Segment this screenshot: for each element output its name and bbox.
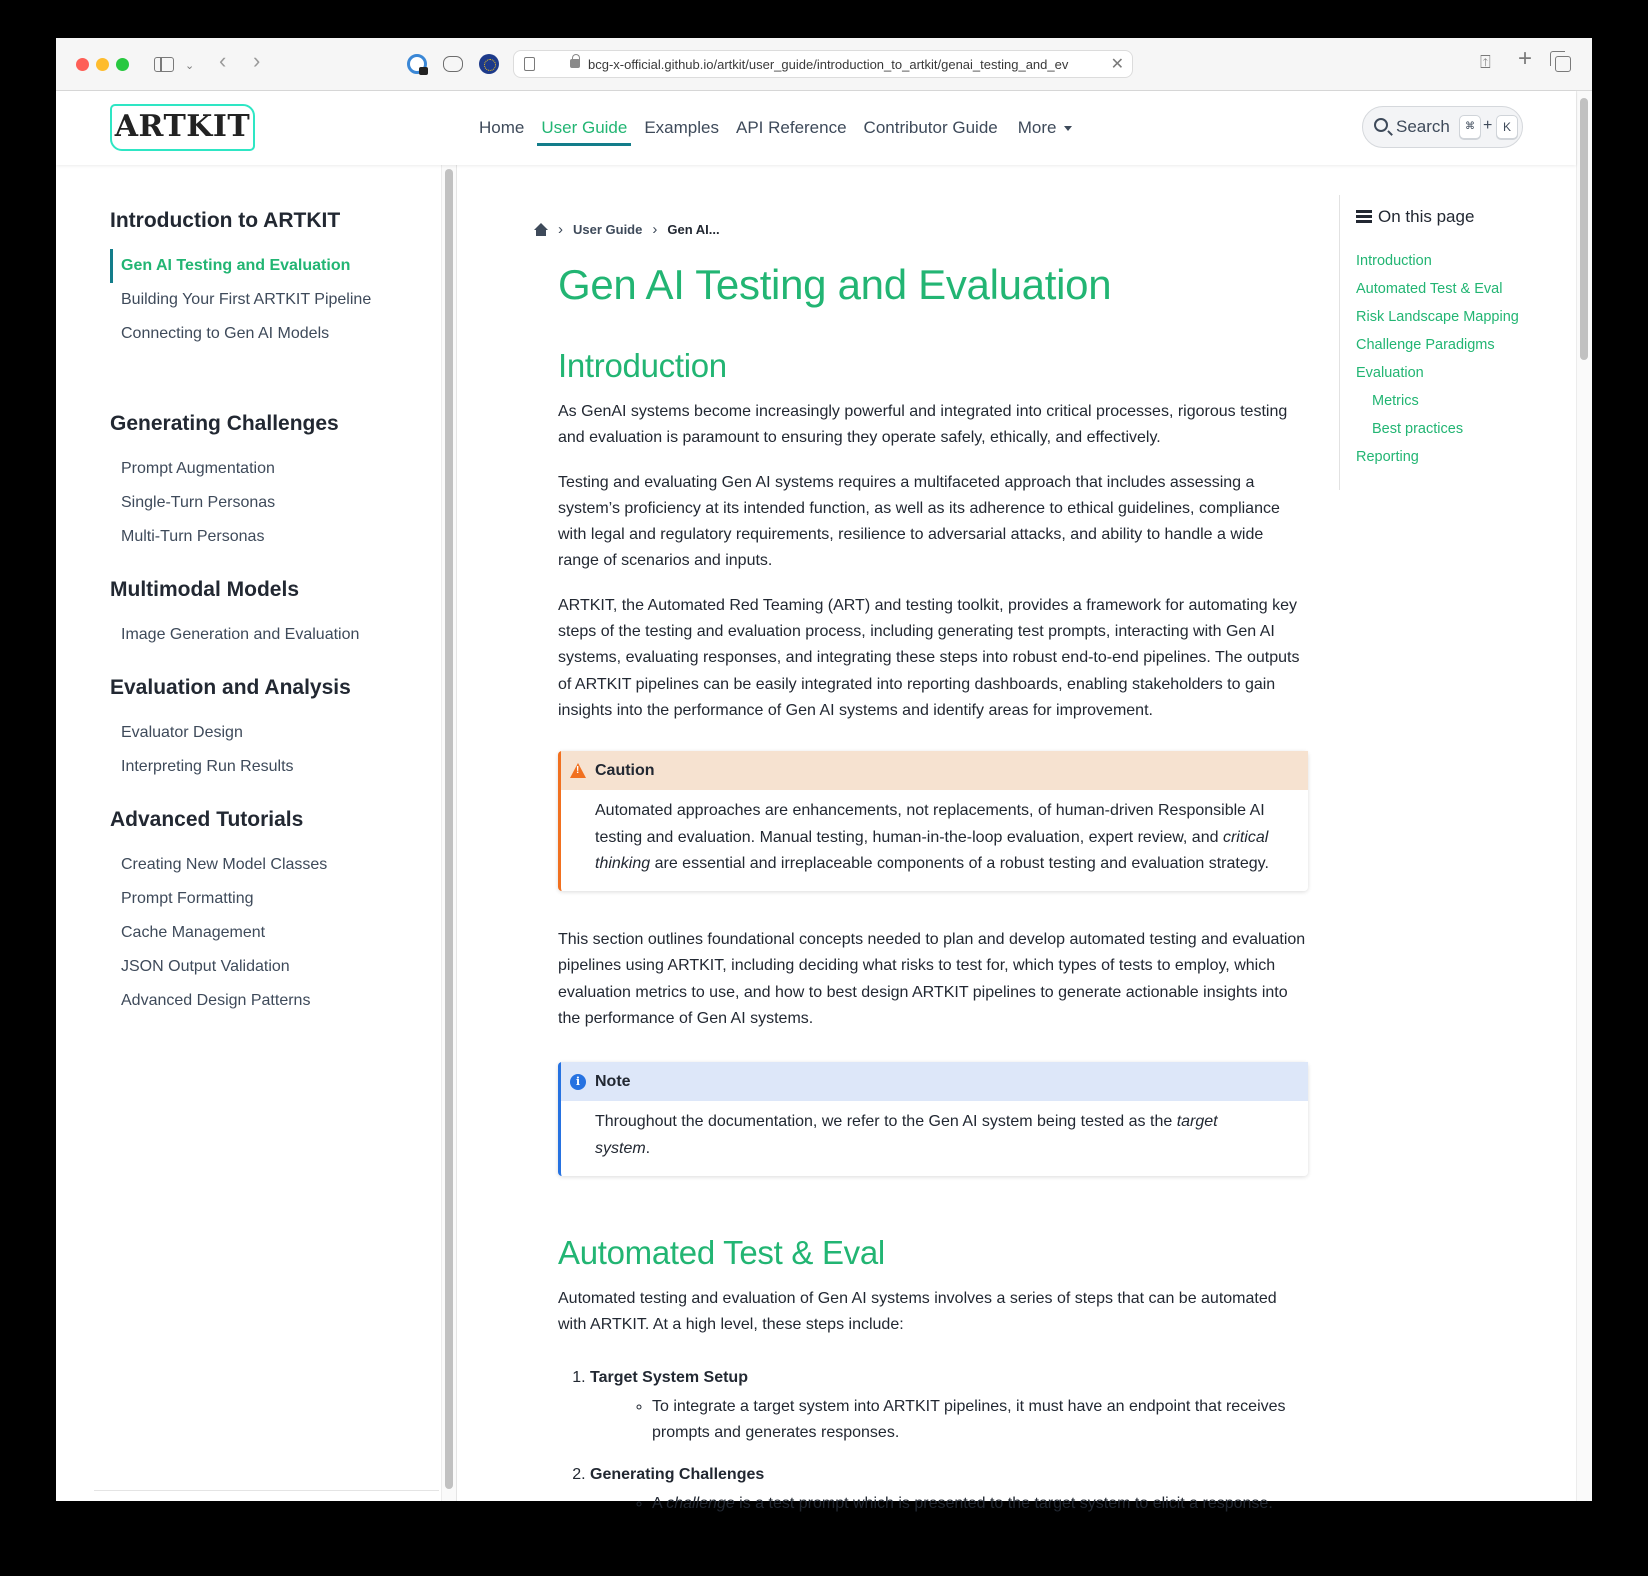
top-nav bbox=[479, 91, 1089, 165]
sidebar-scrollbar-thumb[interactable] bbox=[445, 169, 453, 1489]
forward-icon[interactable]: › bbox=[253, 48, 261, 73]
sidebar-item-evaluator-design[interactable]: Evaluator Design bbox=[121, 724, 243, 741]
info-icon: i bbox=[570, 1074, 586, 1090]
password-extension-icon[interactable] bbox=[407, 54, 427, 74]
note-text: Throughout the documentation, we refer to the Gen AI system being tested as the bbox=[595, 1113, 1177, 1131]
toc-item-metrics[interactable]: Metrics bbox=[1372, 393, 1419, 409]
note-title bbox=[561, 1062, 1308, 1101]
on-this-page-toc bbox=[1339, 195, 1569, 490]
new-tab-icon[interactable]: + bbox=[1518, 45, 1533, 72]
search-button[interactable] bbox=[1362, 106, 1523, 148]
step-bullet bbox=[652, 1491, 1308, 1517]
address-bar[interactable] bbox=[513, 50, 1133, 78]
page-title: Gen AI Testing and Evaluation bbox=[558, 261, 1112, 308]
back-icon[interactable]: ‹ bbox=[219, 48, 227, 73]
tab-overview-icon[interactable] bbox=[1555, 56, 1571, 72]
breadcrumb bbox=[534, 221, 720, 238]
sidebar-toggle-icon[interactable] bbox=[154, 57, 174, 72]
maximize-window-button[interactable] bbox=[116, 58, 129, 71]
toc-title bbox=[1356, 207, 1474, 227]
toc-item-risk-landscape[interactable]: Risk Landscape Mapping bbox=[1356, 309, 1519, 325]
sidebar-section-advanced bbox=[110, 808, 327, 1018]
sidebar-item-connecting-models[interactable]: Connecting to Gen AI Models bbox=[121, 325, 330, 342]
speech-extension-icon[interactable] bbox=[443, 56, 463, 72]
clear-icon[interactable]: ✕ bbox=[1110, 56, 1124, 73]
page-scrollbar-thumb[interactable] bbox=[1580, 98, 1588, 360]
breadcrumb-user-guide[interactable]: User Guide bbox=[573, 222, 643, 237]
note-title-text: Note bbox=[595, 1073, 631, 1091]
note-emphasis: target system bbox=[595, 1113, 1218, 1157]
search-label: Search bbox=[1396, 117, 1450, 136]
sidebar-caption: Multimodal Models bbox=[110, 578, 299, 601]
sidebar-item-genai-testing[interactable]: Gen AI Testing and Evaluation bbox=[110, 249, 371, 283]
url-text[interactable]: bcg-x-official.github.io/artkit/user_guide/introduction_to_artkit/genai_testing_and_ev bbox=[588, 57, 1069, 72]
sidebar-item-single-turn[interactable]: Single-Turn Personas bbox=[121, 494, 276, 511]
caret-down-icon bbox=[1064, 126, 1072, 131]
sidebar-item-prompt-augmentation[interactable]: Prompt Augmentation bbox=[121, 460, 275, 477]
paragraph: Automated testing and evaluation of Gen AI systems involves a series of steps that can be automated with ARTKIT. At a high level, these steps include: bbox=[558, 1289, 1277, 1334]
toc-item-evaluation[interactable]: Evaluation bbox=[1356, 365, 1424, 381]
nav-more-label: More bbox=[1017, 118, 1057, 137]
left-sidebar bbox=[56, 165, 441, 1501]
paragraph: Testing and evaluating Gen AI systems requires a multifaceted approach that includes assessing a system’s proficiency at its intended function, as well as its adherence to ethical guidelines, compliance with legal and regulatory requirements, resilience to adversarial attacks, and ability to handle a wide range of scenarios and inputs. bbox=[558, 473, 1280, 570]
note-text: . bbox=[645, 1139, 651, 1157]
toc-title-text: On this page bbox=[1378, 207, 1475, 226]
caution-admonition bbox=[558, 751, 1308, 891]
sidebar-item-image-generation[interactable]: Image Generation and Evaluation bbox=[121, 626, 360, 643]
sidebar-item-json-validation[interactable]: JSON Output Validation bbox=[121, 958, 290, 975]
steps-list bbox=[558, 1365, 1308, 1518]
caution-title-text: Caution bbox=[595, 762, 655, 780]
step-item bbox=[590, 1365, 1308, 1447]
sidebar-section-evaluation bbox=[110, 676, 351, 784]
nav-contributor-guide[interactable]: Contributor Guide bbox=[863, 118, 998, 137]
browser-toolbar bbox=[56, 38, 1592, 91]
kbd-plus: + bbox=[1483, 117, 1493, 134]
bullet-emphasis: challenge bbox=[666, 1495, 735, 1513]
sidebar-item-multi-turn[interactable]: Multi-Turn Personas bbox=[121, 528, 265, 545]
breadcrumb-current: Gen AI... bbox=[667, 222, 720, 237]
sidebar-caption: Generating Challenges bbox=[110, 412, 339, 435]
section-heading-automated: Automated Test & Eval bbox=[558, 1233, 885, 1271]
sidebar-section-intro bbox=[110, 209, 371, 351]
list-icon bbox=[1356, 210, 1372, 223]
site-header bbox=[56, 91, 1576, 165]
bullet-text: A bbox=[652, 1495, 667, 1513]
note-admonition bbox=[558, 1062, 1308, 1176]
sidebar-item-run-results[interactable]: Interpreting Run Results bbox=[121, 758, 294, 775]
minimize-window-button[interactable] bbox=[96, 58, 109, 71]
search-icon bbox=[1374, 118, 1388, 132]
sidebar-item-cache-management[interactable]: Cache Management bbox=[121, 924, 266, 941]
step-bullet: ◦ To integrate a target system into ARTKIT pipelines, it must have an endpoint that receives prompts and generates responses. bbox=[652, 1394, 1308, 1447]
paragraph: ARTKIT, the Automated Red Teaming (ART) and testing toolkit, provides a framework for automating key steps of the testing and evaluation process, including generating test prompts, interacting with Gen AI systems, evaluating responses, and integrating these steps into robust end-to-end pipelines. The outputs of ARTKIT pipelines can be easily integrated into reporting dashboards, enabling stakeholders to gain insights into the performance of Gen AI systems and identify areas for improvement. bbox=[558, 596, 1300, 719]
browser-window bbox=[56, 38, 1592, 1513]
toc-item-best-practices[interactable]: Best practices bbox=[1372, 421, 1464, 437]
share-icon[interactable]: ⍐ bbox=[1480, 52, 1491, 72]
bullet-text: is a test prompt which is presented to the target system to elicit a response. bbox=[734, 1495, 1273, 1513]
toc-item-challenge-paradigms[interactable]: Challenge Paradigms bbox=[1356, 337, 1495, 353]
warning-icon bbox=[570, 763, 586, 778]
kbd-k: K bbox=[1496, 115, 1518, 139]
breadcrumb-separator: › bbox=[558, 221, 563, 238]
caution-text: Automated approaches are enhancements, not replacements, of human-driven Responsible AI testing and evaluation. Manual testing, human-in-the-loop evaluation, expert review, and bbox=[595, 802, 1265, 846]
step-item bbox=[590, 1462, 1308, 1517]
home-icon[interactable] bbox=[534, 224, 548, 236]
caution-emphasis: critical thinking bbox=[595, 828, 1269, 872]
breadcrumb-separator: › bbox=[652, 221, 658, 238]
eu-extension-icon[interactable] bbox=[479, 54, 499, 74]
main-content bbox=[458, 165, 1576, 1513]
caution-body bbox=[561, 790, 1308, 891]
lock-icon bbox=[570, 59, 580, 68]
sidebar-caption: Advanced Tutorials bbox=[110, 808, 304, 831]
step-title: Target System Setup bbox=[590, 1368, 748, 1386]
nav-examples[interactable]: Examples bbox=[644, 118, 719, 137]
toc-item-introduction[interactable]: Introduction bbox=[1356, 253, 1432, 269]
kbd-command: ⌘ bbox=[1459, 115, 1481, 139]
note-body bbox=[561, 1101, 1308, 1176]
article bbox=[558, 243, 1308, 1533]
sidebar-item-design-patterns[interactable]: Advanced Design Patterns bbox=[121, 992, 311, 1009]
toc-item-reporting[interactable]: Reporting bbox=[1356, 449, 1419, 465]
caution-text: are essential and irreplaceable components of a robust testing and evaluation strategy. bbox=[650, 854, 1269, 872]
divider bbox=[94, 1490, 439, 1491]
paragraph: As GenAI systems become increasingly powerful and integrated into critical processes, rigorous testing and evaluation is paramount to ensuring they operate safely, ethically, and effectively. bbox=[558, 403, 1288, 447]
caution-title bbox=[561, 751, 1308, 790]
sidebar-item-prompt-formatting[interactable]: Prompt Formatting bbox=[121, 890, 254, 907]
nav-user-guide[interactable]: User Guide bbox=[541, 91, 627, 165]
step-title: Generating Challenges bbox=[590, 1466, 765, 1484]
nav-api-reference[interactable]: API Reference bbox=[735, 118, 847, 137]
paragraph: This section outlines foundational concepts needed to plan and develop automated testing and evaluation pipelines using ARTKIT, including deciding what risks to test for, which types of tests to employ, which evaluation metrics to use, and how to best design ARTKIT pipelines to generate actionable insights into the performance of Gen AI systems. bbox=[558, 931, 1306, 1028]
sidebar-section-challenges bbox=[110, 412, 339, 554]
close-window-button[interactable] bbox=[76, 58, 89, 71]
toc-item-automated[interactable]: Automated Test & Eval bbox=[1356, 281, 1503, 297]
artkit-logo[interactable]: ARTKIT bbox=[110, 104, 255, 151]
toc-list bbox=[1356, 247, 1519, 471]
nav-home[interactable]: Home bbox=[479, 118, 525, 137]
section-heading-introduction: Introduction bbox=[558, 347, 727, 384]
reader-icon[interactable] bbox=[524, 57, 535, 71]
nav-more-dropdown[interactable] bbox=[1018, 91, 1073, 165]
sidebar-item-model-classes[interactable]: Creating New Model Classes bbox=[121, 856, 328, 873]
sidebar-caption: Introduction to ARTKIT bbox=[110, 209, 341, 232]
sidebar-item-first-pipeline[interactable]: Building Your First ARTKIT Pipeline bbox=[121, 291, 372, 308]
chevron-down-icon[interactable]: ⌄ bbox=[185, 60, 195, 72]
sidebar-section-multimodal bbox=[110, 578, 359, 652]
sidebar-caption: Evaluation and Analysis bbox=[110, 676, 351, 699]
